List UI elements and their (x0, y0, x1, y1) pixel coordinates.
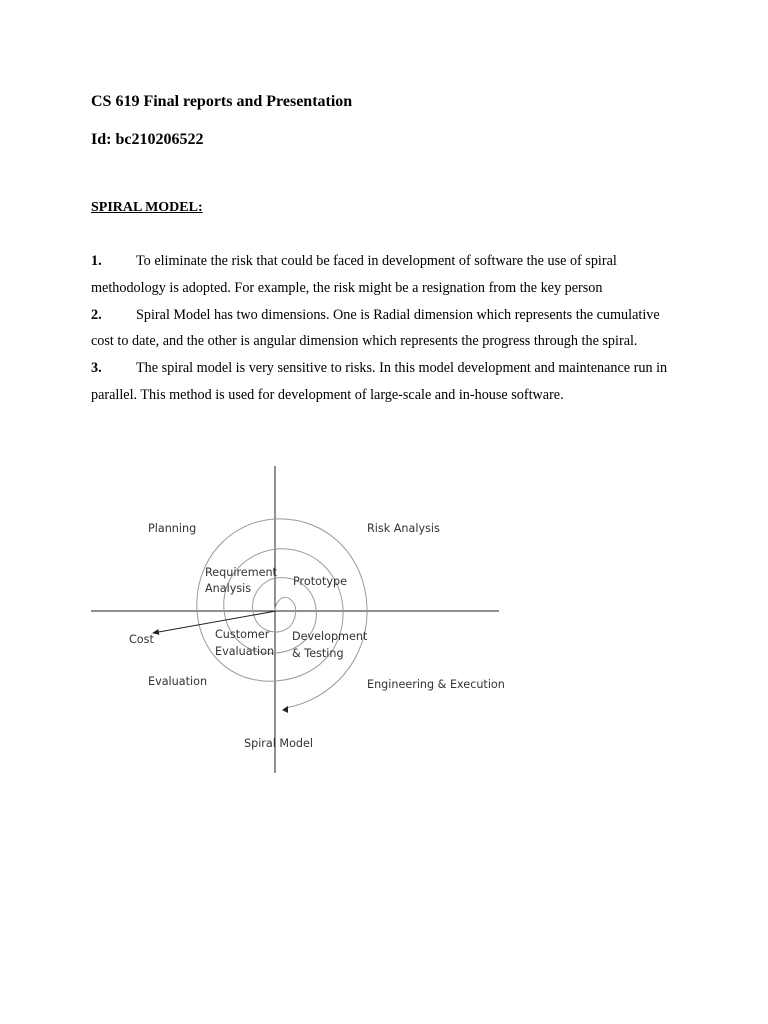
diagram-caption: Spiral Model (244, 737, 314, 750)
paragraph-text: To eliminate the risk that could be faced in development of software the use of spiral methodology is adopted. For example, the risk might be a resignation from the key person (91, 253, 617, 296)
label-cost: Cost (129, 633, 154, 646)
paragraph-number: 2. (91, 306, 102, 323)
section-heading: SPIRAL MODEL: (91, 200, 203, 215)
spiral-curve (197, 519, 367, 708)
label-requirement-line2: Analysis (205, 582, 252, 595)
spiral-end-arrow (282, 706, 288, 713)
label-requirement-line1: Requirement (205, 566, 277, 579)
label-development-line2: & Testing (292, 647, 344, 660)
label-prototype: Prototype (293, 575, 347, 588)
paragraph-number: 1. (91, 253, 102, 269)
student-id: Id: bc210206522 (91, 131, 204, 148)
label-customer-line2: Evaluation (215, 645, 275, 658)
label-customer-line1: Customer (215, 628, 270, 641)
label-risk-analysis: Risk Analysis (367, 522, 440, 535)
paragraph-number: 3. (91, 360, 102, 377)
label-evaluation: Evaluation (148, 675, 208, 688)
label-planning: Planning (148, 522, 197, 535)
label-development-line1: Development (292, 630, 368, 643)
page-title: CS 619 Final reports and Presentation (91, 93, 353, 110)
paragraph-text: Spiral Model has two dimensions. One is Radial dimension which represents the cumulative cost to date, and the other is angular dimension which represents the progress through the spiral. (91, 306, 660, 350)
paragraph-text: The spiral model is very sensitive to risks. In this model development and maintenance run in parallel. This method is used for development of large-scale and in-house software. (91, 360, 668, 403)
label-engineering: Engineering & Execution (367, 678, 505, 691)
